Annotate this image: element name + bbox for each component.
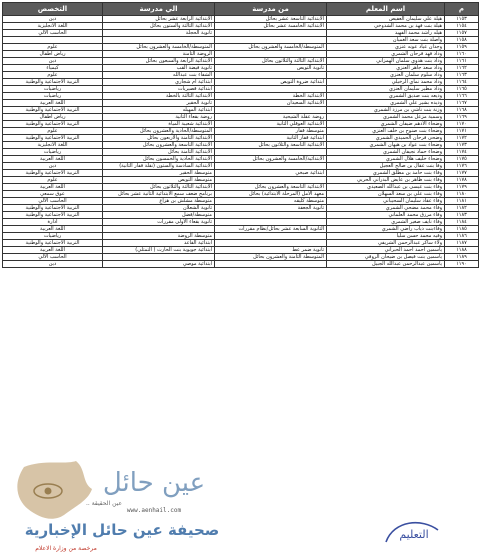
cell-name: وفاء بنت عيسى بن عبدالله الصعيدي	[327, 184, 445, 191]
cell-specialty: كيمياء	[3, 65, 103, 72]
cell-to-school: ثانوية الحجلة	[103, 30, 215, 37]
cell-to-school: ثانوية فيضة ألقب	[103, 65, 215, 72]
site-url: www.aenhail.com	[126, 507, 182, 514]
cell-from-school: متوسطة قفار	[215, 128, 327, 135]
cell-from-school: الابتدائية التاسعة والثلاثون بحائل	[215, 142, 327, 149]
cell-specialty: اللغة العربية	[3, 226, 103, 233]
cell-specialty: رياضيات	[3, 93, 103, 100]
cell-num: ١١٨٥	[445, 226, 479, 233]
cell-to-school: ابتدائية المهبله	[103, 107, 215, 114]
table-row	[3, 212, 479, 219]
brand-logo-text: عين حائل	[102, 468, 206, 498]
cell-specialty: علوم	[3, 72, 103, 79]
cell-num: ١١٥٧	[445, 30, 479, 37]
cell-specialty: اللغة العربية	[3, 156, 103, 163]
cell-to-school: الابتدائية الرابعة والسبعون بحائل	[103, 58, 215, 65]
cell-from-school	[215, 86, 327, 93]
table-row	[3, 219, 479, 226]
cell-num: ١١٧٢	[445, 135, 479, 142]
table-row	[3, 128, 479, 135]
cell-num: ١١٨٤	[445, 219, 479, 226]
cell-from-school	[215, 177, 327, 184]
hail-map-shape	[17, 461, 92, 519]
cell-from-school	[215, 233, 327, 240]
cell-to-school: متوسطة/فضل	[103, 212, 215, 219]
cell-name: وفاء نايف صغير الشمري	[327, 219, 445, 226]
table-row	[3, 65, 479, 72]
cell-specialty: اللغة الانجليزية	[3, 142, 103, 149]
cell-name: وداد محمد نماي الرخيلي	[327, 79, 445, 86]
cell-specialty: اللغة العربية	[3, 247, 103, 254]
cell-specialty: دين	[3, 58, 103, 65]
cell-to-school: الابتدائية التاسعة والعشرون بحائل	[103, 142, 215, 149]
cell-from-school: روضة عقلة الشيحية	[215, 114, 327, 121]
cell-name: وديعه بنت صديق الشمري	[327, 93, 445, 100]
aenhail-watermark	[4, 455, 239, 555]
cell-specialty: التربية الاجتماعية والوطنية	[3, 121, 103, 128]
cell-to-school: المتوسطة/الحادية والعشرون بحائل	[103, 128, 215, 135]
cell-from-school: معهد الامل (المرحلة الابتدائية) بحائل	[215, 191, 327, 198]
headline-text: صحيفة عين حائل الإخبارية	[24, 521, 220, 539]
table-row	[3, 51, 479, 58]
cell-name: وفاء بنت علي بن سعد السهلان	[327, 191, 445, 198]
cell-name: وضحاء بنت عواد بن هيهان الشمري	[327, 142, 445, 149]
cell-from-school: ابتدائية ضروة التويص	[215, 79, 327, 86]
table-row	[3, 142, 479, 149]
cell-name: ياسمين عبدالرحمن عبدالله الجبيل	[327, 261, 445, 268]
cell-from-school	[215, 107, 327, 114]
table-row	[3, 198, 479, 205]
cell-name: وفاء بنت ظاهر بن عايض البدراني الحربي	[327, 177, 445, 184]
cell-num: ١١٧٤	[445, 149, 479, 156]
cell-num: ١١٧٧	[445, 170, 479, 177]
cell-from-school	[215, 219, 327, 226]
cell-from-school	[215, 240, 327, 247]
cell-specialty: التربية الاجتماعية والوطنية	[3, 212, 103, 219]
cell-from-school	[215, 72, 327, 79]
table-row	[3, 184, 479, 191]
cell-num: ١١٦٥	[445, 86, 479, 93]
cell-num: ١١٧٨	[445, 177, 479, 184]
cell-name: وداد بنت هدوي سلمان الهمزاني	[327, 58, 445, 65]
cell-to-school: متوسطة الحقير	[103, 170, 215, 177]
cell-name: وزنة بنت ناشي بن مرزد الشمري	[327, 107, 445, 114]
cell-to-school: متوسطة مشلش بن هزاع	[103, 198, 215, 205]
cell-to-school: الابتدائية الثالثة بالخطة	[103, 93, 215, 100]
cell-from-school: ثانوية الجعفة	[215, 205, 327, 212]
cell-name: وجدان عياد عونه عنزي	[327, 44, 445, 51]
table-row	[3, 37, 479, 44]
cell-specialty: دين	[3, 261, 103, 268]
cell-from-school: ثانوية ضمر عط	[215, 247, 327, 254]
cell-name: هيلة بنت فهد بن محمد الشدوخي	[327, 23, 445, 30]
cell-name: وفاءبنت ذياب راضي الشمري	[327, 226, 445, 233]
table-row	[3, 72, 479, 79]
cell-num: ١١٦١	[445, 58, 479, 65]
table-row	[3, 191, 479, 198]
table-row	[3, 226, 479, 233]
cell-name: وفا بنت عقال بن صالح العجيل	[327, 163, 445, 170]
tagline-text: عين الحقيقة ..	[85, 500, 123, 507]
cell-to-school: الروضة الثامنة	[103, 51, 215, 58]
cell-from-school: الابتدائية التاسعة عشر بحائل	[215, 16, 327, 23]
cell-from-school	[215, 163, 327, 170]
cell-from-school	[215, 30, 327, 37]
cell-to-school: الشفاء بنت عبدالله	[103, 72, 215, 79]
cell-to-school: ابتدائية جويوية بنت الحارث ( التمثلي)	[103, 247, 215, 254]
cell-from-school: المتوسطة/الخامسة والعشرون بحائل	[215, 44, 327, 51]
cell-from-school: متوسطة كليقه	[215, 198, 327, 205]
table-row	[3, 107, 479, 114]
cell-name: وداد سعد جاهر العنزي	[327, 65, 445, 72]
table-row	[3, 86, 479, 93]
cell-from-school	[215, 261, 327, 268]
cell-specialty: علوم	[3, 128, 103, 135]
cell-from-school: الابتدائية التاسعة والعشرون بحائل	[215, 184, 327, 191]
cell-from-school: الابتدائية الخامسة عشر بحائل	[215, 23, 327, 30]
cell-name: واصلة بنت سعد الغميان	[327, 37, 445, 44]
cell-name: وداد سلوم سلمان العنزي	[327, 72, 445, 79]
cell-num: ١١٧٦	[445, 163, 479, 170]
cell-name: هيلة علي سليمان العفيص	[327, 16, 445, 23]
cell-specialty: ادارة	[3, 219, 103, 226]
cell-specialty: رياض اطفال	[3, 114, 103, 121]
cell-from-school: الثانوية السابعة عشر بحائل/نظام مقررات	[215, 226, 327, 233]
cell-num: ١١٧١	[445, 128, 479, 135]
transfer-list-sheet	[2, 2, 478, 268]
header-to: الي مدرسة	[103, 3, 215, 16]
cell-to-school	[103, 254, 215, 261]
cell-from-school	[215, 37, 327, 44]
cell-specialty: رياضيات	[3, 149, 103, 156]
cell-to-school: ثانوية بقعاء الأولى مقررات	[103, 219, 215, 226]
cell-from-school	[215, 212, 327, 219]
table-row	[3, 170, 479, 177]
cell-specialty: دين	[3, 163, 103, 170]
cell-specialty: عوق سمعي	[3, 191, 103, 198]
table-row	[3, 114, 479, 121]
cell-num: ١١٨٧	[445, 240, 479, 247]
cell-name: وفاء بنت حامد بن مطلق الشمري	[327, 170, 445, 177]
cell-to-school: روضة بقعاء الثانية	[103, 114, 215, 121]
cell-specialty: التربية الاجتماعية والوطنية	[3, 205, 103, 212]
cell-name: وداد فهد فرحان الشمري	[327, 51, 445, 58]
header-name: اسم المعلم	[327, 3, 445, 16]
cell-name: ولاء ساكر عبدالرحمن الشريفي	[327, 240, 445, 247]
table-row	[3, 30, 479, 37]
cell-to-school: الابتدائية الثامنة بحائل	[103, 149, 215, 156]
table-row	[3, 240, 479, 247]
cell-specialty: اللغة العربية	[3, 100, 103, 107]
cell-name: وضحاء بنت صنوح بن خلف العنزي	[327, 128, 445, 135]
cell-to-school: الابتدائية الثالثة والستون بحائل	[103, 23, 215, 30]
cell-specialty: اللغة العربية	[3, 184, 103, 191]
cell-to-school: الابتدائية الحادية والخمسون بحائل	[103, 156, 215, 163]
cell-specialty: الحاسب الالي	[3, 198, 103, 205]
cell-from-school: الابتدائية السعيدان	[215, 100, 327, 107]
cell-num: ١١٨٨	[445, 247, 479, 254]
table-row	[3, 100, 479, 107]
cell-specialty	[3, 37, 103, 44]
cell-num: ١١٧٣	[445, 142, 479, 149]
cell-num: ١١٨١	[445, 198, 479, 205]
cell-specialty: التربية الاجتماعية والوطنية	[3, 170, 103, 177]
cell-name: وضحاء خليف هلال الشمري	[327, 156, 445, 163]
stamp-text: التعليم	[399, 528, 429, 541]
cell-num: ١١٥٣	[445, 16, 479, 23]
cell-to-school: ثانوية الشعلان	[103, 205, 215, 212]
cell-name: وفيه محمد حسن سليا	[327, 233, 445, 240]
cell-to-school	[103, 226, 215, 233]
cell-specialty: الحاسب الالي	[3, 30, 103, 37]
cell-from-school: الابتدائية الخطة	[215, 93, 327, 100]
cell-to-school: ابتدائية ام شجاري	[103, 79, 215, 86]
table-row	[3, 93, 479, 100]
cell-to-school: ابتدائية القاعد	[103, 240, 215, 247]
cell-from-school: ابتدائية قفار الثانية	[215, 135, 327, 142]
teacher-transfer-table	[2, 2, 479, 268]
table-row	[3, 135, 479, 142]
table-row	[3, 79, 479, 86]
cell-to-school: الابتدائية السادسة والستون (نقلة قفار الثانية)	[103, 163, 215, 170]
cell-name: وفاء مرزق محمد العلماني	[327, 212, 445, 219]
cell-to-school: متوسطة التويص	[103, 177, 215, 184]
cell-specialty: التربية الاجتماعية والوطنية	[3, 135, 103, 142]
table-row	[3, 254, 479, 261]
table-header-row	[3, 3, 479, 16]
cell-num: ١١٨٩	[445, 254, 479, 261]
cell-from-school: الابتدائية الثالثة والثلاثون بحائل	[215, 58, 327, 65]
cell-num: ١١٦٠	[445, 51, 479, 58]
cell-num: ١١٥٨	[445, 37, 479, 44]
table-row	[3, 205, 479, 212]
cell-to-school: ثانوية الحقير	[103, 100, 215, 107]
table-row	[3, 149, 479, 156]
table-row	[3, 247, 479, 254]
table-row	[3, 156, 479, 163]
cell-specialty: التربية الاجتماعية والوطنية	[3, 107, 103, 114]
cell-num: ١١٦٨	[445, 107, 479, 114]
ministry-stamp	[378, 512, 448, 552]
cell-to-school: الابتدائية الرابعة عشر بحائل	[103, 16, 215, 23]
cell-specialty: علوم	[3, 44, 103, 51]
table-row	[3, 16, 479, 23]
cell-to-school: متوسطة الروضة	[103, 233, 215, 240]
cell-num: ١١٦٩	[445, 114, 479, 121]
cell-specialty: علوم	[3, 177, 103, 184]
cell-num: ١١٧٩	[445, 184, 479, 191]
cell-name: ياسمين احمد احمد الحبراني	[327, 247, 445, 254]
cell-to-school: الابتدائية الثامنة والاربعون بحائل	[103, 135, 215, 142]
cell-name: وداد مطير سليمان العنزي	[327, 86, 445, 93]
cell-num: ١١٦٢	[445, 65, 479, 72]
cell-name: وضحاء حماد نجيفان الشمري	[327, 149, 445, 156]
cell-num: ١١٥٤	[445, 23, 479, 30]
cell-to-school: ابتدائية قصيريات	[103, 86, 215, 93]
cell-from-school: ابتدائية صبخي	[215, 170, 327, 177]
cell-specialty: رياض اطفال	[3, 51, 103, 58]
cell-name: وديده بشير علي الشمري	[327, 100, 445, 107]
cell-num: ١١٦٦	[445, 93, 479, 100]
cell-num: ١١٦٣	[445, 72, 479, 79]
cell-from-school: ثانوية التويص	[215, 65, 327, 72]
cell-to-school	[103, 37, 215, 44]
cell-name: وفاء عقاد سليمان السحيباني	[327, 198, 445, 205]
cell-name: وفاء محمد مضحي الشمري	[327, 205, 445, 212]
cell-to-school: المتوسطة/الخامسة والعشرون بحائل	[103, 44, 215, 51]
cell-num: ١١٨٦	[445, 233, 479, 240]
table-row	[3, 23, 479, 30]
cell-name: ياسمين بنت فيصل بن ضيحان الروقي	[327, 254, 445, 261]
cell-num: ١١٨٢	[445, 205, 479, 212]
cell-specialty: رياضيات	[3, 233, 103, 240]
table-row	[3, 44, 479, 51]
table-row	[3, 261, 479, 268]
cell-specialty: التربية الاجتماعية والوطنية	[3, 79, 103, 86]
cell-specialty: الحاسب الالي	[3, 254, 103, 261]
cell-from-school: المتوسطة الثامنة والعشرون بحائل	[215, 254, 327, 261]
cell-name: وسمية مزعل محمد الشمري	[327, 114, 445, 121]
cell-num: ١١٨٣	[445, 212, 479, 219]
cell-from-school: الابتدائية/الخامسة والعشرون بحائل	[215, 156, 327, 163]
table-row	[3, 121, 479, 128]
cell-specialty: التربية الاجتماعية والوطنية	[3, 240, 103, 247]
table-row	[3, 177, 479, 184]
table-row	[3, 233, 479, 240]
cell-name: وضحى فرحان الحميدي الشمري	[327, 135, 445, 142]
header-spec: التخصص	[3, 3, 103, 16]
cell-to-school: برنامج ضعف سمع الابتدائية الثانية عشر بحائل	[103, 191, 215, 198]
cell-num: ١١٩٠	[445, 261, 479, 268]
cell-num: ١١٥٩	[445, 44, 479, 51]
cell-name: وضحاء الادهم ضيفان الشمري	[327, 121, 445, 128]
table-row	[3, 163, 479, 170]
cell-from-school: الابتدائية العوقلي الثانية	[215, 121, 327, 128]
cell-specialty: دين	[3, 16, 103, 23]
cell-specialty: رياضيات	[3, 86, 103, 93]
table-row	[3, 58, 479, 65]
cell-name: هيله راشد محمد الفهيد	[327, 30, 445, 37]
cell-from-school	[215, 149, 327, 156]
cell-to-school: الابتدائية الثالثة والثلاثون بحائل	[103, 184, 215, 191]
cell-num: ١١٦٤	[445, 79, 479, 86]
header-from: من مدرسة	[215, 3, 327, 16]
cell-num: ١١٧٠	[445, 121, 479, 128]
cell-num: ١١٧٥	[445, 156, 479, 163]
cell-to-school: الابتدائية شعيبة المياة	[103, 121, 215, 128]
cell-from-school	[215, 51, 327, 58]
license-text: مرخصة من وزارة الاعلام	[35, 545, 97, 552]
header-num: م	[445, 3, 479, 16]
cell-num: ١١٦٧	[445, 100, 479, 107]
cell-to-school: ابتدائية موصي	[103, 261, 215, 268]
cell-num: ١١٨٠	[445, 191, 479, 198]
cell-specialty: اللغة الانجليزية	[3, 23, 103, 30]
